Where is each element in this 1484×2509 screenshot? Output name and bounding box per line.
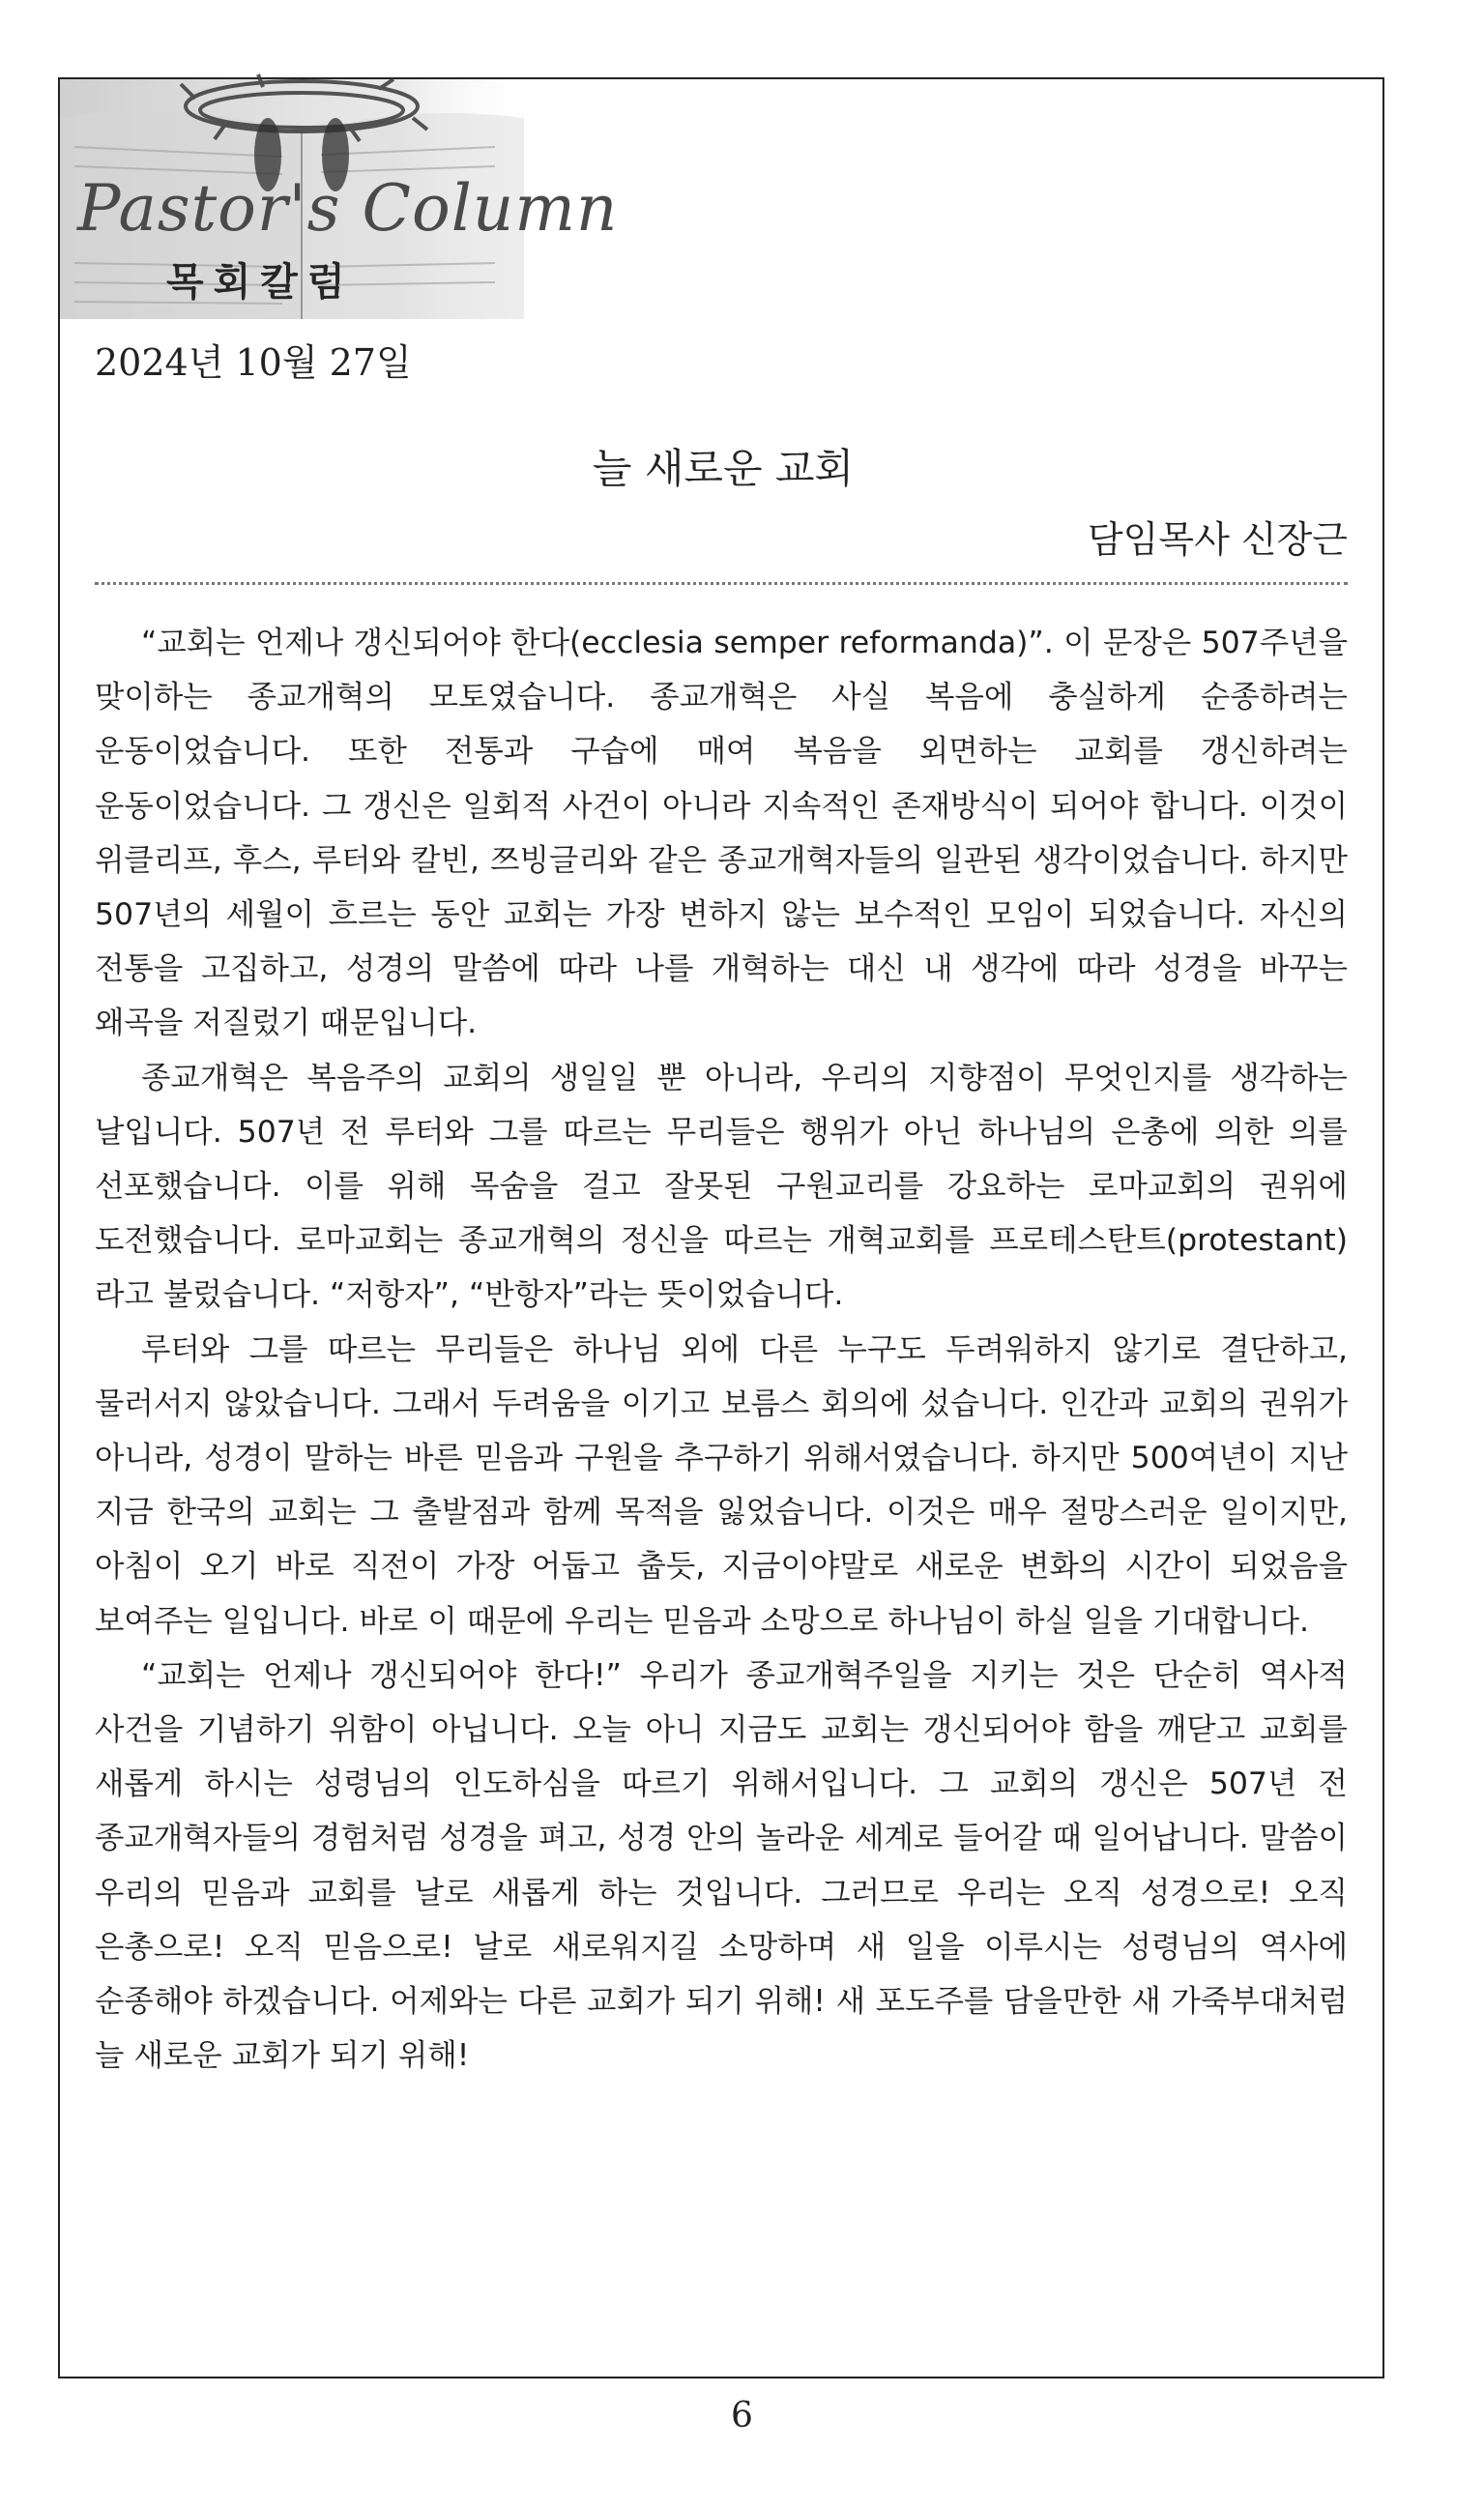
column-date: 2024년 10월 27일 <box>95 341 412 384</box>
page-number: 6 <box>731 2396 753 2436</box>
dotted-divider <box>95 582 1348 585</box>
banner-title: Pastor's Column <box>77 171 619 246</box>
page-frame <box>58 77 1384 2378</box>
paragraph: “교회는 언제나 갱신되어야 한다!” 우리가 종교개혁주일을 지키는 것은 단순히 역사적 사건을 기념하기 위함이 아닙니다. 오늘 아니 지금도 교회는 갱신되어야 함을 깨닫고 교회를 새롭게 하시는 성령님의 인도하심을 따르기 위해서입니다. 그 교회의 갱신은 507년 전 종교개혁자들의 경험처럼 성경을 펴고, 성경 안의 놀라운 세계로 들어갈 때 일어납니다. 말씀이 우리의 믿음과 교회를 날로 새롭게 하는 것입니다. 그러므로 우리는 오직 성경으로! 오직 은총으로! 오직 믿음으로! 날로 새로워지길 소망하며 새 일을 이루시는 성령님의 역사에 순종해야 하겠습니다. 어제와는 다른 교회가 되기 위해! 새 포도주를 담을만한 새 가죽부대처럼 늘 새로운 교회가 되기 위해! <box>95 1657 1348 2074</box>
article-title: 늘 새로운 교회 <box>592 445 855 492</box>
article-body <box>95 616 1348 2083</box>
paragraph: 종교개혁은 복음주의 교회의 생일일 뿐 아니라, 우리의 지향점이 무엇인지를 생각하는 날입니다. 507년 전 루터와 그를 따르는 무리들은 행위가 아닌 하나님의 은총에 의한 의를 선포했습니다. 이를 위해 목숨을 걸고 잘못된 구원교리를 강요하는 로마교회의 권위에 도전했습니다. 로마교회는 종교개혁의 정신을 따르는 개혁교회를 프로테스탄트(protestant)라고 불렀습니다. “저항자”, “반항자”라는 뜻이었습니다. <box>95 1060 1348 1313</box>
paragraph: “교회는 언제나 갱신되어야 한다(ecclesia semper reformanda)”. 이 문장은 507주년을 맞이하는 종교개혁의 모토였습니다. 종교개혁은 사실 복음에 충실하게 순종하려는 운동이었습니다. 또한 전통과 구습에 매여 복음을 외면하는 교회를 갱신하려는 운동이었습니다. 그 갱신은 일회적 사건이 아니라 지속적인 존재방식이 되어야 합니다. 이것이 위클리프, 후스, 루터와 칼빈, 쯔빙글리와 같은 종교개혁자들의 일관된 생각이었습니다. 하지만 507년의 세월이 흐르는 동안 교회는 가장 변하지 않는 보수적인 모임이 되었습니다. 자신의 전통을 고집하고, 성경의 말씀에 따라 나를 개혁하는 대신 내 생각에 따라 성경을 바꾸는 왜곡을 저질렀기 때문입니다. <box>95 626 1348 1041</box>
article-author: 담임목사 신장근 <box>1087 518 1348 561</box>
banner-subtitle: 목회칼럼 <box>166 260 355 305</box>
column-banner <box>60 79 619 319</box>
paragraph: 루터와 그를 따르는 무리들은 하나님 외에 다른 누구도 두려워하지 않기로 결단하고, 물러서지 않았습니다. 그래서 두려움을 이기고 보름스 회의에 섰습니다. 인간과 교회의 권위가 아니라, 성경이 말하는 바른 믿음과 구원을 추구하기 위해서였습니다. 하지만 500여년이 지난 지금 한국의 교회는 그 출발점과 함께 목적을 잃었습니다. 이것은 매우 절망스러운 일이지만, 아침이 오기 바로 직전이 가장 어둡고 춥듯, 지금이야말로 새로운 변화의 시간이 되었음을 보여주는 일입니다. 바로 이 때문에 우리는 믿음과 소망으로 하나님이 하실 일을 기대합니다. <box>95 1331 1348 1639</box>
